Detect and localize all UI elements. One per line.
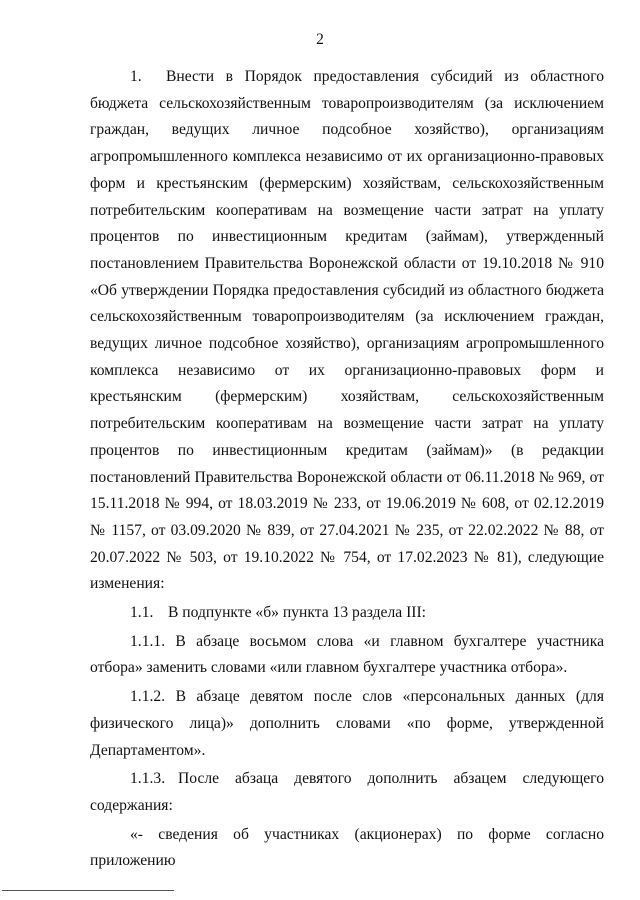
paragraph-1-1: [90, 600, 604, 627]
paragraph-1-1-3: [90, 766, 604, 819]
paragraph-1-1-1: [90, 629, 604, 682]
paragraph-text: Внести в Порядок предоставления субсидий из областного бюджета сельскохозяйственным товаропроизводителям (за исключением граждан, ведущих личное подсобное хозяйство), организациям агропромышленного комплекса независимо от их организационно-правовых форм и крестьянским (фермерским) хозяйствам, сельскохозяйственным потребительским кооперативам на возмещение части затрат на уплату процентов по инвестиционным кредитам (займам), утвержденный постановлением Правительства Воронежской области от 19.10.2018 № 910 «Об утверждении Порядка предоставления субсидий из областного бюджета сельскохозяйственным товаропроизводителям (за исключением граждан, ведущих личное подсобное хозяйство), организациям агропромышленного комплекса независимо от их организационно-правовых форм и крестьянским (фермерским) хозяйствам, сельскохозяйственным потребительским кооперативам на возмещение части затрат на уплату процентов по инвестиционным кредитам (займам)» (в редакции постановлений Правительства Воронежской области от 06.11.2018 № 969, от 15.11.2018 № 994, от 18.03.2019 № 233, от 19.06.2019 № 608, от 02.12.2019 № 1157, от 03.09.2020 № 839, от 27.04.2021 № 235, от 22.02.2022 № 88, от 20.07.2022 № 503, от 19.10.2022 № 754, от 17.02.2023 № 81), следующие изменения:: [90, 68, 604, 593]
paragraph-number: 1.1.3.: [130, 770, 166, 788]
paragraph-number: 1.1.2.: [130, 688, 166, 706]
page-number: 2: [316, 31, 324, 48]
paragraph-text: После абзаца девятого дополнить абзацем следующего содержания:: [90, 770, 604, 814]
paragraph-number: 1.1.1.: [130, 632, 166, 650]
paragraph-number: 1.: [130, 68, 142, 85]
paragraph-text: В подпункте «б» пункта 13 раздела III:: [168, 604, 426, 622]
paragraph-number: 1.1.: [130, 604, 154, 622]
paragraph-1: [90, 64, 604, 598]
document-body: [90, 64, 604, 875]
page-bottom-rule: [2, 890, 174, 891]
paragraph-text: В абзаце восьмом слова «и главном бухгалтере участника отбора» заменить словами «или главном бухгалтере участника отбора».: [90, 632, 604, 677]
paragraph-text: «- сведения об участниках (акционерах) по форме согласно приложению: [90, 825, 604, 870]
paragraph-1-1-2: [90, 684, 604, 764]
paragraph-text: В абзаце девятом после слов «персональных данных (для физического лица)» дополнить словами «по форме, утвержденной Департаментом».: [90, 688, 604, 759]
paragraph-quote-start: [90, 822, 604, 875]
